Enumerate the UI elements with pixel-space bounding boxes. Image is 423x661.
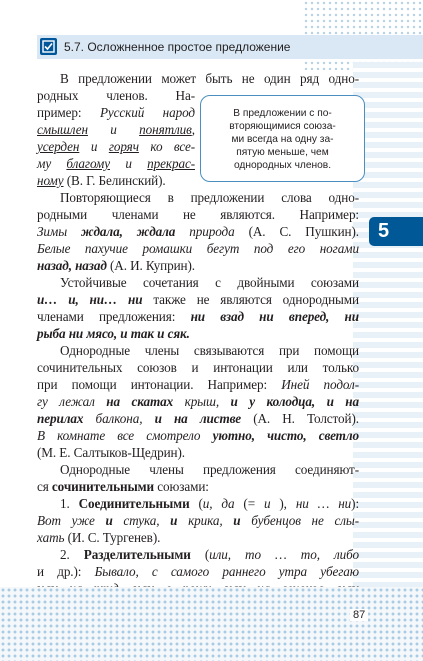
text-line: [37, 105, 195, 121]
text-line: [37, 224, 359, 240]
text-run: пример:: [37, 105, 100, 120]
text-run: ждала, ждала: [81, 224, 176, 239]
text-run: Однородные члены предложения соединяют-: [60, 462, 359, 477]
text-run: гу лежал: [37, 394, 107, 409]
text-line: [37, 479, 359, 495]
text-line: [37, 156, 195, 172]
text-line: [37, 445, 359, 461]
text-run: и на листве: [154, 411, 242, 426]
text-run: (А. Н. Толстой).: [241, 411, 359, 426]
text-line: [60, 71, 359, 87]
text-run: природа: [175, 224, 235, 239]
text-run: (А. И. Куприн).: [106, 258, 195, 273]
note-line: пятую меньше, чем: [236, 147, 329, 158]
text-run: Русский народ: [99, 105, 195, 120]
text-run: 2.: [60, 547, 84, 562]
text-run: Устойчивые сочетания с двойными союзами: [60, 275, 359, 290]
text-run: сочинительных союзов и интонации или только: [37, 360, 359, 375]
text-line: [37, 513, 359, 529]
text-run: родными членами не являются. Например:: [37, 207, 359, 222]
text-run: сочинительными: [51, 479, 155, 494]
text-run: бубенцов не слы-: [240, 513, 359, 528]
text-run: и, да: [202, 496, 235, 511]
text-run: и: [110, 156, 148, 171]
text-run: му: [37, 156, 67, 171]
text-line: [37, 173, 359, 189]
text-run: Белые пахучие ромашки бегут под его ногами: [37, 241, 359, 256]
text-run: и: [233, 513, 241, 528]
text-run: хать: [37, 530, 65, 545]
text-run: (А. С. Пушкин).: [234, 224, 359, 239]
text-run: Зимы: [37, 224, 82, 239]
text-run: Однородные члены связываются при помощи: [60, 343, 359, 358]
text-line: [37, 360, 359, 376]
text-run: (В. Г. Белинский).: [63, 173, 166, 188]
text-line: [37, 411, 359, 427]
text-run: стука,: [112, 513, 171, 528]
text-run: горяч: [108, 139, 139, 154]
text-run: членами предложения:: [37, 309, 191, 324]
text-run: или, то … то, либо: [209, 547, 359, 562]
text-line: [37, 292, 359, 308]
text-run: (=: [234, 496, 264, 511]
text-line: [37, 241, 359, 257]
text-line: [37, 394, 359, 410]
text-run: (М. Е. Салтыков-Щедрин).: [37, 445, 185, 460]
text-line: [60, 343, 359, 359]
text-line: [37, 258, 359, 274]
page-number: 87: [350, 609, 368, 621]
text-line: [60, 462, 359, 478]
chapter-tab[interactable]: 5: [369, 217, 423, 246]
text-run: также не являются однородными: [142, 292, 359, 307]
text-run: ному: [37, 173, 64, 188]
text-line: [37, 530, 359, 546]
text-line: [37, 377, 359, 393]
text-run: ни … ни: [295, 496, 352, 511]
text-run: Бывало, с самого раннего утра убегаю: [94, 564, 359, 579]
text-run: при помощи интонации. Например:: [37, 377, 282, 392]
note-line: однородных членов.: [233, 160, 332, 171]
text-run: В комнате все смотрело: [37, 428, 213, 443]
text-run: понятлив: [139, 122, 192, 137]
text-line: [60, 275, 359, 291]
note-line: В предложении с по-: [233, 108, 332, 119]
text-line: [60, 547, 359, 563]
text-run: (: [190, 547, 210, 562]
text-run: и др.):: [37, 564, 95, 579]
text-run: перилах: [37, 411, 84, 426]
text-run: ,: [191, 122, 195, 137]
note-line: ми всегда на одну за-: [231, 134, 334, 145]
text-run: ся: [37, 479, 52, 494]
text-run: и… и, ни… ни: [37, 292, 143, 307]
text-line: [37, 309, 359, 325]
text-run: на скатах: [106, 394, 174, 409]
decorative-bottom-dots: [0, 587, 423, 661]
text-run: прекрас-: [147, 156, 195, 171]
text-run: и: [170, 513, 178, 528]
text-run: Иней подол-: [281, 377, 359, 392]
text-run: смышлен: [37, 122, 88, 137]
text-line: [37, 122, 195, 138]
text-run: В предложении может быть не один ряд одно-: [60, 71, 359, 86]
text-run: крика,: [177, 513, 234, 528]
text-run: Повторяющиеся в предложении слова одно-: [60, 190, 359, 205]
text-run: крыш,: [173, 394, 231, 409]
text-line: [37, 88, 195, 104]
text-run: родных членов. На-: [37, 88, 195, 103]
section-title: 5.7. Осложненное простое предложение: [64, 40, 291, 54]
text-run: рыба ни мясо, и так и сяк.: [37, 326, 190, 341]
text-run: и: [79, 139, 109, 154]
text-run: ):: [351, 496, 360, 511]
text-run: и: [105, 513, 113, 528]
text-run: ни взад ни вперед, ни: [190, 309, 359, 324]
text-line: [60, 190, 359, 206]
text-run: и: [263, 496, 271, 511]
text-run: союзами:: [154, 479, 209, 494]
text-run: ),: [270, 496, 296, 511]
text-run: назад, назад: [37, 258, 107, 273]
text-line: [37, 207, 359, 223]
text-run: (: [189, 496, 203, 511]
side-note-box: [200, 95, 365, 182]
text-run: усерден: [37, 139, 80, 154]
check-square-icon: [40, 38, 57, 55]
text-run: (И. С. Тургенев).: [64, 530, 161, 545]
text-run: 1.: [60, 496, 79, 511]
text-line: [37, 428, 359, 444]
text-run: балкона,: [83, 411, 155, 426]
text-line: [37, 326, 359, 342]
text-run: и: [87, 122, 140, 137]
text-line: [60, 496, 359, 512]
text-line: [37, 564, 359, 580]
text-run: благому: [66, 156, 111, 171]
text-run: уютно, чисто, светло: [212, 428, 359, 443]
text-line: [37, 139, 195, 155]
text-run: Соединительными: [78, 496, 190, 511]
text-run: Разделительными: [83, 547, 191, 562]
text-run: Вот уже: [37, 513, 106, 528]
note-line: вторяющимися союза-: [229, 121, 336, 132]
text-run: ко все-: [138, 139, 196, 154]
text-run: и у колодца, и на: [230, 394, 359, 409]
